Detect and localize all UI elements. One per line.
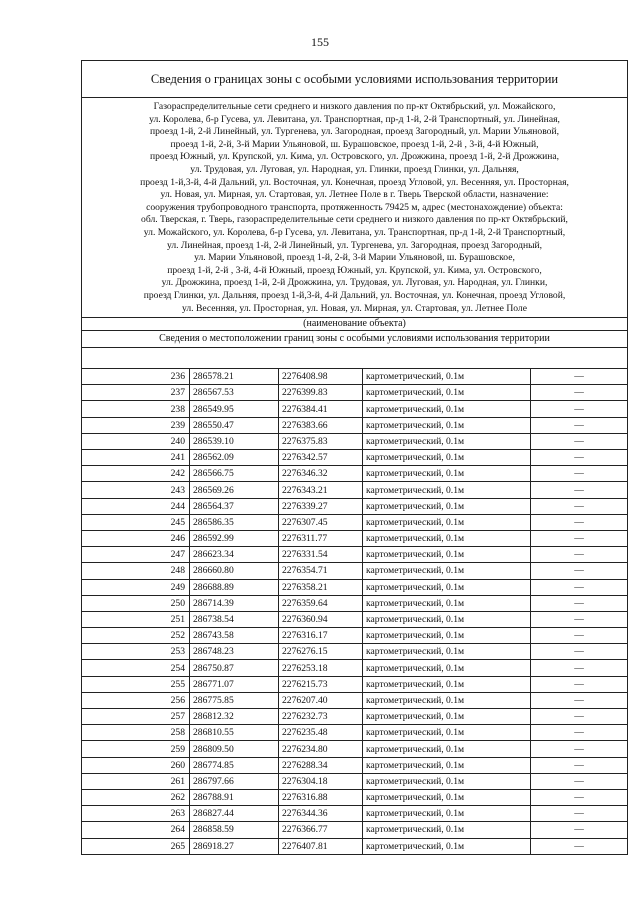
accuracy-value: —: [531, 806, 628, 822]
accuracy-value: —: [531, 822, 628, 838]
table-row: [82, 676, 627, 692]
determination-method: картометрический, 0.1м: [363, 433, 531, 449]
determination-method: картометрический, 0.1м: [363, 676, 531, 692]
determination-method: картометрический, 0.1м: [363, 595, 531, 611]
object-name-label: (наименование объекта): [82, 318, 627, 331]
point-number: 242: [82, 466, 190, 482]
coordinate-x: 286827.44: [190, 806, 279, 822]
determination-method: картометрический, 0.1м: [363, 773, 531, 789]
coordinate-y: 2276354.71: [279, 563, 363, 579]
coordinate-y: 2276346.32: [279, 466, 363, 482]
point-number: 257: [82, 709, 190, 725]
accuracy-value: —: [531, 401, 628, 417]
coordinate-x: 286550.47: [190, 417, 279, 433]
table-row: [82, 530, 627, 546]
point-number: 239: [82, 417, 190, 433]
accuracy-value: —: [531, 709, 628, 725]
determination-method: картометрический, 0.1м: [363, 660, 531, 676]
coordinate-x: 286562.09: [190, 450, 279, 466]
coordinate-x: 286810.55: [190, 725, 279, 741]
table-row: [82, 725, 627, 741]
description-line: Газораспределительные сети среднего и низкого давления по пр-кт Октябрьский, ул. Можайского,: [153, 101, 556, 112]
page-number: 155: [311, 35, 329, 49]
determination-method: картометрический, 0.1м: [363, 563, 531, 579]
coordinate-x: 286539.10: [190, 433, 279, 449]
description-line: проезд 1-й, 2-й, 3-й Марии Ульяновой, ш. Бурашовское, проезд 1-й, 2-й , 3-й, 4-й Южный,: [170, 138, 539, 150]
description-line: обл. Тверская, г. Тверь, газораспределительные сети среднего и низкого давления по пр-кт Октябрьский,: [141, 214, 568, 226]
accuracy-value: —: [531, 757, 628, 773]
coordinate-y: 2276366.77: [279, 822, 363, 838]
section-header: Сведения о местоположении границ зоны с особыми условиями использования территории: [82, 331, 627, 348]
coordinate-y: 2276307.45: [279, 514, 363, 530]
table-row: [82, 547, 627, 563]
coordinate-x: 286688.89: [190, 579, 279, 595]
description-line: ул. Королева, б-р Гусева, ул. Левитана, ул. Транспортная, пр-д 1-й, 2-й Транспортный, ул. Линейная,: [149, 113, 560, 125]
coordinate-x: 286660.80: [190, 563, 279, 579]
description-line: ул. Линейная, проезд 1-й, 2-й Линейный, ул. Тургенева, ул. Загородная, проезд Загородный,: [166, 239, 543, 251]
point-number: 240: [82, 433, 190, 449]
description-line: ул. Трудовая, ул. Луговая, ул. Народная, ул. Глинки, проезд Глинки, ул. Дальняя,: [190, 163, 519, 175]
point-number: 256: [82, 692, 190, 708]
coordinate-y: 2276342.57: [279, 450, 363, 466]
coordinate-y: 2276384.41: [279, 401, 363, 417]
point-number: 236: [82, 369, 190, 385]
coordinate-x: 286797.66: [190, 773, 279, 789]
table-row: [82, 563, 627, 579]
accuracy-value: —: [531, 660, 628, 676]
determination-method: картометрический, 0.1м: [363, 482, 531, 498]
point-number: 249: [82, 579, 190, 595]
point-number: 238: [82, 401, 190, 417]
table-row: [82, 369, 627, 385]
coordinate-y: 2276359.64: [279, 595, 363, 611]
accuracy-value: —: [531, 611, 628, 627]
point-number: 261: [82, 773, 190, 789]
point-number: 258: [82, 725, 190, 741]
coordinate-y: 2276344.36: [279, 806, 363, 822]
determination-method: картометрический, 0.1м: [363, 611, 531, 627]
point-number: 243: [82, 482, 190, 498]
point-number: 248: [82, 563, 190, 579]
description-line: ул. Дрожжина, проезд 1-й, 2-й Дрожжина, ул. Трудовая, ул. Луговая, ул. Народная, ул. Глинки,: [161, 277, 548, 289]
coordinate-y: 2276407.81: [279, 838, 363, 854]
table-row: [82, 433, 627, 449]
table-row: [82, 757, 627, 773]
description-line: ул. Марии Ульяновой, проезд 1-й, 2-й, 3-й Марии Ульяновой, ш. Бурашовское,: [194, 252, 515, 264]
accuracy-value: —: [531, 789, 628, 805]
point-number: 244: [82, 498, 190, 514]
determination-method: картометрический, 0.1м: [363, 579, 531, 595]
table-row: [82, 595, 627, 611]
table-row: [82, 482, 627, 498]
object-description: [82, 98, 627, 318]
coordinate-y: 2276343.21: [279, 482, 363, 498]
coordinate-y: 2276339.27: [279, 498, 363, 514]
coordinate-x: 286788.91: [190, 789, 279, 805]
coordinate-x: 286549.95: [190, 401, 279, 417]
point-number: 252: [82, 628, 190, 644]
point-number: 264: [82, 822, 190, 838]
accuracy-value: —: [531, 725, 628, 741]
coordinate-y: 2276311.77: [279, 530, 363, 546]
table-row: [82, 385, 627, 401]
determination-method: картометрический, 0.1м: [363, 789, 531, 805]
coordinate-y: 2276288.34: [279, 757, 363, 773]
coordinate-x: 286738.54: [190, 611, 279, 627]
coordinate-x: 286918.27: [190, 838, 279, 854]
coordinate-y: 2276408.98: [279, 369, 363, 385]
determination-method: картометрический, 0.1м: [363, 417, 531, 433]
coordinate-y: 2276234.80: [279, 741, 363, 757]
table-row: [82, 644, 627, 660]
coordinate-x: 286858.59: [190, 822, 279, 838]
coordinate-y: 2276358.21: [279, 579, 363, 595]
accuracy-value: —: [531, 595, 628, 611]
point-number: 253: [82, 644, 190, 660]
coordinate-y: 2276399.83: [279, 385, 363, 401]
point-number: 254: [82, 660, 190, 676]
coordinate-x: 286569.26: [190, 482, 279, 498]
determination-method: картометрический, 0.1м: [363, 628, 531, 644]
point-number: 245: [82, 514, 190, 530]
accuracy-value: —: [531, 579, 628, 595]
coordinate-x: 286775.85: [190, 692, 279, 708]
accuracy-value: —: [531, 563, 628, 579]
table-row: [82, 450, 627, 466]
coordinate-x: 286592.99: [190, 530, 279, 546]
table-row: [82, 514, 627, 530]
description-line: проезд Южный, ул. Крупской, ул. Кима, ул. Островского, ул. Дрожжина, проезд 1-й, 2-й Дрожжина,: [149, 151, 560, 163]
coordinate-y: 2276316.17: [279, 628, 363, 644]
coordinate-x: 286566.75: [190, 466, 279, 482]
description-line: ул. Весенняя, ул. Просторная, ул. Новая, ул. Мирная, ул. Стартовая, ул. Летнее Поле: [182, 302, 527, 314]
coordinate-y: 2276232.73: [279, 709, 363, 725]
point-number: 260: [82, 757, 190, 773]
accuracy-value: —: [531, 676, 628, 692]
accuracy-value: —: [531, 547, 628, 563]
determination-method: картометрический, 0.1м: [363, 822, 531, 838]
description-line: сооружения трубопроводного транспорта, протяженность 79425 м, адрес (местонахождение) объекта:: [146, 201, 563, 213]
point-number: 251: [82, 611, 190, 627]
description-line: ул. Можайского, ул. Королева, б-р Гусева, ул. Левитана, ул. Транспортная, пр-д 1-й, 2-й Транспортный,: [143, 226, 566, 238]
accuracy-value: —: [531, 385, 628, 401]
coordinate-y: 2276331.54: [279, 547, 363, 563]
accuracy-value: —: [531, 514, 628, 530]
table-row: [82, 611, 627, 627]
table-row: [82, 773, 627, 789]
table-row: [82, 628, 627, 644]
table-row: [82, 579, 627, 595]
point-number: 265: [82, 838, 190, 854]
point-number: 262: [82, 789, 190, 805]
coordinate-x: 286564.37: [190, 498, 279, 514]
point-number: 255: [82, 676, 190, 692]
coordinate-y: 2276253.18: [279, 660, 363, 676]
coordinate-y: 2276304.18: [279, 773, 363, 789]
coordinate-x: 286771.07: [190, 676, 279, 692]
table-row: [82, 417, 627, 433]
coordinate-x: 286578.21: [190, 369, 279, 385]
description-line: проезд 1-й, 2-й , 3-й, 4-й Южный, проезд Южный, ул. Крупской, ул. Кима, ул. Островского,: [167, 264, 542, 276]
determination-method: картометрический, 0.1м: [363, 401, 531, 417]
point-number: 250: [82, 595, 190, 611]
accuracy-value: —: [531, 692, 628, 708]
determination-method: картометрический, 0.1м: [363, 725, 531, 741]
accuracy-value: —: [531, 433, 628, 449]
determination-method: картометрический, 0.1м: [363, 498, 531, 514]
coordinate-y: 2276215.73: [279, 676, 363, 692]
coordinate-y: 2276276.15: [279, 644, 363, 660]
point-number: 259: [82, 741, 190, 757]
description-line: проезд 1-й, 2-й Линейный, ул. Тургенева, ул. Загородная, проезд Загородный, ул. Марии Ульяновой,: [149, 126, 559, 138]
coordinate-x: 286743.58: [190, 628, 279, 644]
coordinates-table: [82, 369, 627, 854]
coordinate-x: 286748.23: [190, 644, 279, 660]
determination-method: картометрический, 0.1м: [363, 709, 531, 725]
coordinate-x: 286809.50: [190, 741, 279, 757]
determination-method: картометрический, 0.1м: [363, 547, 531, 563]
table-header-spacer: [82, 348, 627, 369]
point-number: 263: [82, 806, 190, 822]
accuracy-value: —: [531, 773, 628, 789]
coordinate-y: 2276375.83: [279, 433, 363, 449]
accuracy-value: —: [531, 369, 628, 385]
table-row: [82, 806, 627, 822]
coordinate-y: 2276316.88: [279, 789, 363, 805]
point-number: 246: [82, 530, 190, 546]
coordinate-x: 286714.39: [190, 595, 279, 611]
table-row: [82, 822, 627, 838]
accuracy-value: —: [531, 417, 628, 433]
table-row: [82, 741, 627, 757]
coordinate-x: 286567.53: [190, 385, 279, 401]
determination-method: картометрический, 0.1м: [363, 369, 531, 385]
coordinate-x: 286812.32: [190, 709, 279, 725]
determination-method: картометрический, 0.1м: [363, 530, 531, 546]
determination-method: картометрический, 0.1м: [363, 466, 531, 482]
determination-method: картометрический, 0.1м: [363, 692, 531, 708]
coordinate-y: 2276235.48: [279, 725, 363, 741]
document-frame: [81, 60, 628, 855]
table-row: [82, 709, 627, 725]
determination-method: картометрический, 0.1м: [363, 385, 531, 401]
table-row: [82, 692, 627, 708]
coordinate-y: 2276383.66: [279, 417, 363, 433]
table-row: [82, 401, 627, 417]
determination-method: картометрический, 0.1м: [363, 757, 531, 773]
table-row: [82, 660, 627, 676]
description-line: проезд Глинки, ул. Дальняя, проезд 1-й,3-й, 4-й Дальний, ул. Восточная, ул. Конечная, проезд Угловой,: [143, 289, 566, 301]
description-line: проезд 1-й,3-й, 4-й Дальний, ул. Восточная, ул. Конечная, проезд Угловой, ул. Весенняя, ул. Просторная,: [140, 176, 569, 188]
coordinate-y: 2276360.94: [279, 611, 363, 627]
document-title: Сведения о границах зоны с особыми условиями использования территории: [82, 61, 627, 98]
determination-method: картометрический, 0.1м: [363, 806, 531, 822]
accuracy-value: —: [531, 644, 628, 660]
determination-method: картометрический, 0.1м: [363, 450, 531, 466]
coordinate-x: 286750.87: [190, 660, 279, 676]
point-number: 237: [82, 385, 190, 401]
accuracy-value: —: [531, 628, 628, 644]
determination-method: картометрический, 0.1м: [363, 838, 531, 854]
table-row: [82, 789, 627, 805]
coordinate-x: 286586.35: [190, 514, 279, 530]
accuracy-value: —: [531, 838, 628, 854]
table-row: [82, 466, 627, 482]
table-row: [82, 838, 627, 854]
determination-method: картометрический, 0.1м: [363, 644, 531, 660]
point-number: 247: [82, 547, 190, 563]
accuracy-value: —: [531, 482, 628, 498]
determination-method: картометрический, 0.1м: [363, 514, 531, 530]
coordinate-y: 2276207.40: [279, 692, 363, 708]
description-line: ул. Новая, ул. Мирная, ул. Стартовая, ул. Летнее Поле в г. Тверь Тверской области, назначение:: [160, 189, 549, 201]
determination-method: картометрический, 0.1м: [363, 741, 531, 757]
coordinate-x: 286623.34: [190, 547, 279, 563]
point-number: 241: [82, 450, 190, 466]
table-row: [82, 498, 627, 514]
accuracy-value: —: [531, 530, 628, 546]
coordinate-x: 286774.85: [190, 757, 279, 773]
accuracy-value: —: [531, 450, 628, 466]
accuracy-value: —: [531, 466, 628, 482]
accuracy-value: —: [531, 498, 628, 514]
accuracy-value: —: [531, 741, 628, 757]
